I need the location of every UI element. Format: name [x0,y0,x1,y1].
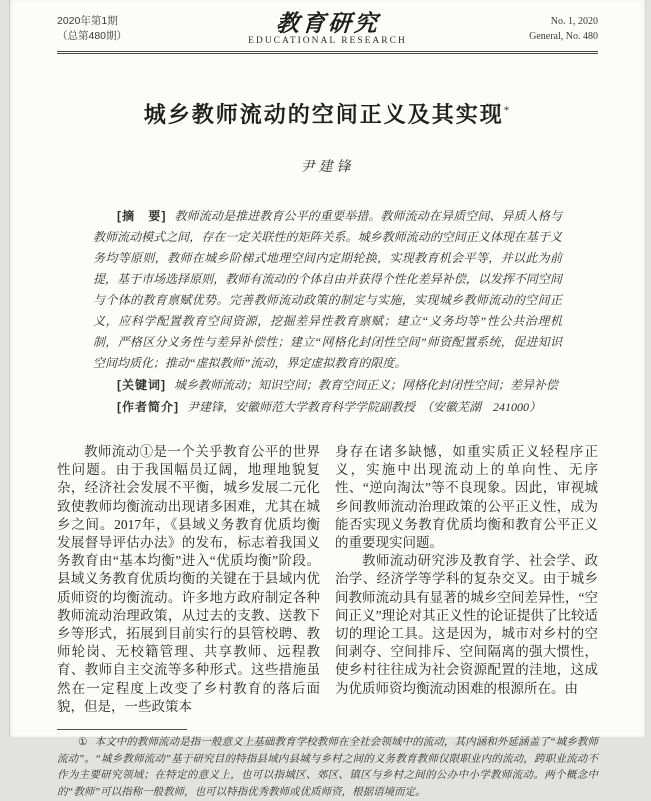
body-columns [57,443,598,716]
author-bio-text: 尹建锋，安徽师范大学教育科学学院副教授 （安徽芜湖 241000） [187,400,542,414]
journal-page [9,0,646,798]
footnote-1 [57,735,598,801]
journal-name-calligraphy: 教育研究 [274,11,381,36]
author-bio [93,397,562,418]
keywords-label: [关键词] [117,378,166,392]
title-footnote-mark: * [503,104,512,117]
issue-general-number-cn: （总第480期） [57,30,128,42]
body-paragraph: 身存在诸多缺憾，如重实质正义轻程序正义，实施中出现流动上的单向性、无序性、“逆向淘汰”等不良现象。因此，审视城乡间教师流动治理政策的公平正义性，成为能否实现义务教育优质均衡和教育公平正义的重要现实问题。 [335,444,598,551]
footnote-area [57,735,598,801]
issue-general-number-en: General, No. 480 [529,31,598,42]
abstract-text: 教师流动是推进教育公平的重要举措。教师流动在异质空间、异质人格与教师流动模式之间，存在一定关联性的矩阵关系。城乡教师流动的空间正义体现在基于义务均等原则，教师在城乡阶梯式地理空间内定期轮换，实现教育机会平等，并以此为前提，基于市场选择原则，教师有流动的个体自由并获得个性化差异补偿，以发挥不同空间与个体的教育禀赋优势。完善教师流动政策的制定与实施，实现城乡教师流动的空间正义，应科学配置教育空间资源，挖掘差异性教育禀赋；建立“义务均等”性公共治理机制，严格区分义务性与差异补偿性；建立“网格化封闭性空间”师资配置系统，促进知识空间均质化；推动“虚拟教师”流动，界定虚拟教育的限度。 [93,209,562,370]
issue-number-en: No. 1, 2020 [550,16,598,27]
article-title-text: 城乡教师流动的空间正义及其实现 [143,102,504,127]
footnote-text: 本文中的教师流动是指一般意义上基础教育学校教师在全社会领域中的流动，其内涵和外延涵盖了“城乡教师流动”。“城乡教师流动”基于研究目的特指县域内县城与乡村之间的义务教育教师仅限职业内的流动，跨职业流动不作为主要研究领域；在特定的意义上，也可以指城区、郊区、镇区与乡村之间的公办中小学教师流动。两个概念中的“教师”可以指称一般教师，也可以特指优秀教师或优质师资，根据语境而定。 [57,737,598,798]
journal-name-english: EDUCATIONAL RESEARCH [248,36,407,46]
article-title [57,98,598,129]
footnote-mark: ① [78,737,88,749]
journal-logo [57,13,598,47]
right-column [335,443,598,716]
body-paragraph: 教师流动研究涉及教育学、社会学、政治学、经济学等学科的复杂交叉。由于城乡间教师流动具有显著的城乡空间差异性，“空间正义”理论对其正义性的论证提供了比较适切的理论工具。这是因为，城市对乡村的空间剥夺、空间排斥、空间隔离的强大惯性，使乡村往往成为社会资源配置的洼地，这成为优质师资均衡流动困难的根源所在。由 [335,553,598,696]
footnote-divider-rule [57,729,187,730]
front-matter [93,206,562,418]
abstract [93,206,562,374]
issue-info-en [529,14,598,44]
left-column [57,443,320,716]
journal-header [57,13,598,47]
keywords-text: 城乡教师流动；知识空间；教育空间正义；网格化封闭性空间；差异补偿 [174,378,559,392]
issue-year-number: 2020年第1期 [57,15,118,27]
author-bio-label: [作者简介] [117,400,179,414]
keywords [93,375,562,396]
abstract-label: [摘 要] [117,209,167,223]
header-divider-rule [57,51,598,54]
body-paragraph: 教师流动①是一个关乎教育公平的世界性问题。由于我国幅员辽阔，地理地貌复杂，经济社会发展不平衡，城乡发展二元化致使教师均衡流动出现诸多困难，尤其在城乡之间。2017年，《县域义务教育优质均衡发展督导评估办法》的发布，标志着我国义务教育由“基本均衡”进入“优质均衡”阶段。县域义务教育优质均衡的关键在于县域内优质师资的均衡流动。许多地方政府制定各种教师流动治理政策，从过去的支教、送教下乡等形式，拓展到目前实行的县管校聘、教师轮岗、无校籍管理、共享教师、远程教育、教师自主交流等多种形式。这些措施虽然在一定程度上改变了乡村教育的落后面貌，但是，一些政策本 [57,444,320,714]
author-name: 尹建锋 [300,160,355,175]
